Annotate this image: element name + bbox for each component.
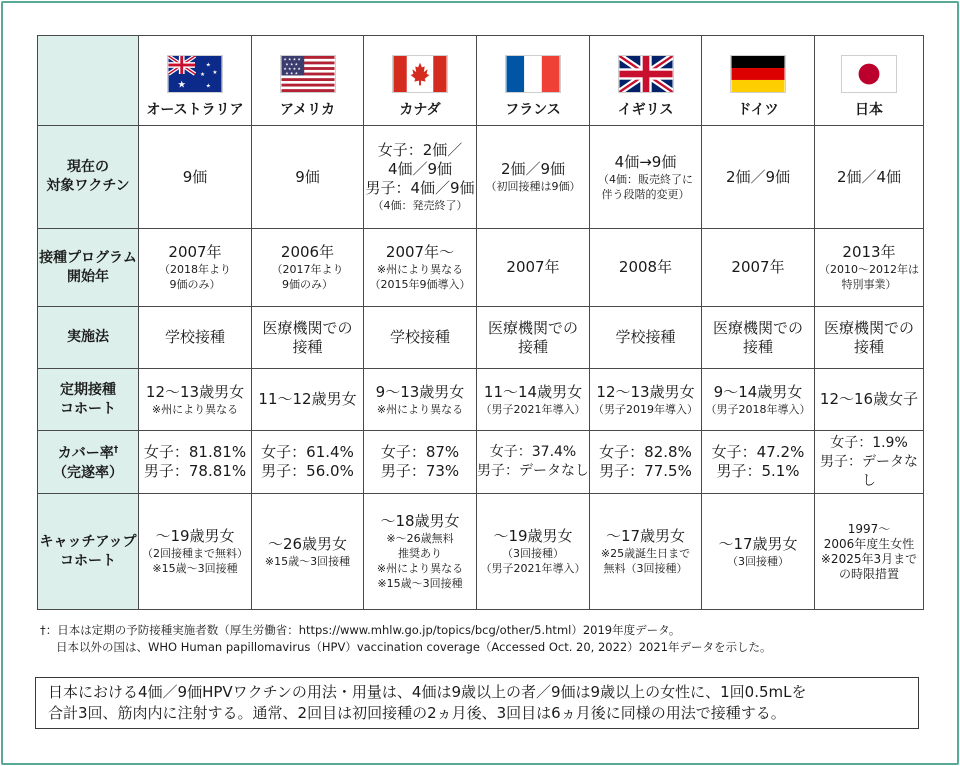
cell-coverage-de — [702, 431, 815, 494]
cell-text: 12～13歳男女 — [596, 382, 695, 401]
cell-text: 男子：73% — [380, 462, 460, 480]
svg-text:★ ★ ★: ★ ★ ★ — [284, 60, 298, 66]
svg-text:★: ★ — [200, 71, 206, 78]
usa-flag-icon — [280, 55, 336, 93]
svg-text:★ ★ ★: ★ ★ ★ — [284, 69, 298, 75]
cell-note: （2017年より — [271, 263, 344, 276]
cell-coverage-uk — [590, 431, 702, 494]
summary-line: 合計3回、筋肉内に注射する。通常、2回目は初回接種の2ヵ月後、3回目は6ヵ月後に同様の用法で接種する。 — [48, 704, 786, 722]
cell-catchup-us — [252, 494, 364, 610]
row-coverage — [38, 431, 924, 494]
cell-note: ※州により異なる — [376, 402, 464, 416]
row-label: カバー率 — [57, 445, 114, 462]
uk-flag-icon — [618, 55, 674, 93]
cell-start-fr — [477, 229, 590, 307]
row-label: キャッチアップ — [39, 533, 137, 550]
cell-note: （2回接種まで無料） — [142, 547, 248, 560]
cell-method-us — [252, 307, 364, 369]
cell-vaccine-jp — [815, 126, 924, 229]
cell-catchup-au — [139, 494, 252, 610]
cell-vaccine-us — [252, 126, 364, 229]
cell-catchup-uk — [590, 494, 702, 610]
row-label: 接種プログラム — [39, 249, 137, 266]
cell-cohort-de — [702, 369, 815, 431]
cell-note: ※～26歳無料 — [386, 532, 454, 545]
country-japan — [815, 36, 924, 126]
row-label: 定期接種 — [60, 381, 116, 398]
row-catchup — [38, 494, 924, 610]
cell-text: 12～13歳男女 — [145, 382, 245, 401]
canada-flag-icon — [392, 55, 448, 93]
cell-vaccine-ca — [364, 126, 477, 229]
cell-note: （男子2021年導入） — [480, 402, 586, 416]
germany-flag-icon — [730, 55, 786, 93]
cell-text: 男子：5.1% — [716, 462, 800, 480]
cell-note: の時限措置 — [838, 566, 899, 581]
cell-note: 9価のみ） — [169, 278, 221, 291]
country-usa — [252, 36, 364, 126]
country-uk — [590, 36, 702, 126]
cell-text: 接種 — [742, 337, 773, 356]
corner-cell — [38, 36, 139, 126]
cell-note: 無料（3回接種） — [603, 562, 688, 575]
cell-cohort-ca — [364, 369, 477, 431]
cell-cohort-jp — [815, 369, 924, 431]
cell-note: （3回接種） — [502, 547, 564, 560]
cell-note: （3回接種） — [727, 554, 789, 568]
row-cohort — [38, 369, 924, 431]
cell-catchup-fr — [477, 494, 590, 610]
cell-cohort-uk — [590, 369, 702, 431]
cell-text: 女子：37.4% — [489, 444, 577, 460]
svg-text:★ ★ ★ ★: ★ ★ ★ ★ — [282, 65, 301, 71]
cell-note: （男子2018年導入） — [705, 402, 811, 416]
cell-vaccine-uk — [590, 126, 702, 229]
cell-method-jp — [815, 307, 924, 369]
cell-text: 接種 — [517, 337, 548, 356]
cell-text: 2006年度生女性 — [823, 536, 915, 551]
country-name: イギリス — [617, 101, 674, 118]
cell-text: ～17歳男女 — [718, 534, 798, 553]
cell-text: ～18歳男女 — [380, 512, 460, 530]
cell-text: 2価／9価 — [725, 167, 791, 186]
cell-note: ※州により異なる — [151, 402, 239, 416]
country-name: アメリカ — [279, 101, 336, 118]
svg-text:★: ★ — [177, 78, 186, 90]
cell-text: ～26歳男女 — [267, 534, 348, 553]
row-label: （完遂率） — [53, 464, 123, 481]
dagger-mark: † — [113, 445, 119, 456]
cell-text: 学校接種 — [389, 328, 450, 346]
cell-text: 12～16歳女子 — [819, 390, 919, 408]
cell-text: 接種 — [292, 337, 323, 356]
cell-text: 9～13歳男女 — [375, 382, 465, 401]
cell-text: 9価 — [295, 167, 320, 186]
dosage-summary-box — [35, 677, 919, 729]
cell-cohort-fr — [477, 369, 590, 431]
cell-text: 女子：61.4% — [261, 443, 354, 461]
cell-catchup-de — [702, 494, 815, 610]
footnotes — [40, 622, 920, 656]
cell-start-de — [702, 229, 815, 307]
country-name: ドイツ — [737, 101, 779, 118]
cell-coverage-jp — [815, 431, 924, 494]
cell-note: （2018年より — [159, 263, 231, 276]
cell-note: （2015年9価導入） — [369, 278, 471, 291]
country-australia — [139, 36, 252, 126]
cell-text: 2006年 — [280, 243, 335, 261]
row-label: コホート — [60, 552, 116, 569]
cell-note: ※15歳～3回接種 — [264, 554, 351, 568]
france-flag-icon — [505, 55, 561, 93]
cell-text: 女子：81.81% — [143, 443, 247, 461]
cell-note: 9価のみ） — [282, 278, 333, 291]
row-method — [38, 307, 924, 369]
cell-note: ※15歳～3回接種 — [152, 562, 238, 575]
country-name: 日本 — [855, 101, 883, 118]
cell-text: 男子：4価／9価 — [365, 179, 475, 197]
cell-vaccine-au — [139, 126, 252, 229]
cell-note: ※15歳～3回接種 — [377, 577, 463, 590]
footnote-line: †：日本は定期の予防接種実施者数（厚生労働省：https://www.mhlw.go.jp/topics/bcg/other/5.html）2019年度データ。 — [40, 623, 681, 637]
cell-text: 1997～ — [847, 521, 891, 536]
australia-flag-icon — [167, 55, 223, 93]
country-name: フランス — [505, 101, 561, 118]
cell-method-de — [702, 307, 815, 369]
cell-text: 女子：47.2% — [711, 443, 805, 461]
cell-text: 男子：77.5% — [599, 462, 692, 480]
cell-text: 学校接種 — [615, 328, 676, 346]
country-name: オーストラリア — [146, 101, 244, 118]
cell-text: ～17歳男女 — [605, 527, 686, 545]
cell-text: 2価／4価 — [836, 167, 902, 186]
cell-start-ca — [364, 229, 477, 307]
cell-start-uk — [590, 229, 702, 307]
cell-text: 11～12歳男女 — [258, 390, 357, 408]
country-germany — [702, 36, 815, 126]
cell-text: 9～14歳男女 — [713, 382, 803, 401]
cell-note: （2010～2012年は — [819, 263, 919, 276]
cell-note: 伴う段階的変更） — [601, 187, 690, 201]
cell-text: 女子：1.9% — [830, 434, 908, 451]
cell-text: 男子：データなし — [477, 463, 589, 479]
cell-note: （男子2019年導入） — [593, 402, 698, 416]
cell-note: 推奨あり — [398, 547, 442, 560]
cell-text: 11～14歳男女 — [483, 382, 583, 401]
svg-text:★ ★ ★ ★: ★ ★ ★ ★ — [282, 56, 301, 62]
header-row — [38, 36, 924, 126]
cell-text: 男子：56.0% — [261, 462, 354, 480]
cell-text: 4価→9価 — [614, 152, 677, 171]
cell-text: 2008年 — [618, 258, 673, 276]
cell-text: 男子：データなし — [820, 453, 918, 489]
cell-start-us — [252, 229, 364, 307]
cell-text: 2価／9価 — [500, 160, 566, 178]
cell-method-fr — [477, 307, 590, 369]
rowhead-cohort — [38, 369, 139, 431]
cell-text: ～19歳男女 — [155, 527, 235, 545]
cell-text: 男子：78.81% — [143, 462, 247, 480]
cell-text: ～19歳男女 — [493, 527, 573, 545]
svg-text:★: ★ — [212, 69, 218, 76]
summary-line: 日本における4価／9価HPVワクチンの用法・用量は、4価は9歳以上の者／9価は9歳以上の女性に、1回0.5mLを — [48, 683, 807, 701]
cell-text: 女子：82.8% — [599, 443, 692, 461]
cell-coverage-fr — [477, 431, 590, 494]
cell-note: ※州により異なる — [376, 562, 464, 575]
cell-method-uk — [590, 307, 702, 369]
cell-catchup-ca — [364, 494, 477, 610]
row-label: コホート — [60, 400, 116, 417]
cell-text: 学校接種 — [164, 328, 225, 346]
row-label: 現在の — [67, 159, 109, 175]
cell-text: 女子：87% — [380, 443, 460, 461]
hpv-comparison-table — [37, 35, 924, 610]
footnote-line: 日本以外の国は、WHO Human papillomavirus（HPV）vaccination coverage（Accessed Oct. 20, 2022）2021年データを示した。 — [56, 640, 772, 654]
cell-note: （4価：販売終了に — [598, 172, 693, 186]
rowhead-start — [38, 229, 139, 307]
country-france — [477, 36, 590, 126]
row-label: 対象ワクチン — [46, 178, 130, 194]
row-start — [38, 229, 924, 307]
cell-text: 女子：2価／ — [377, 141, 463, 159]
row-vaccine — [38, 126, 924, 229]
rowhead-coverage — [38, 431, 139, 494]
cell-note: ※州により異なる — [376, 263, 464, 276]
cell-note: （4価：発売終了） — [372, 199, 468, 212]
row-label: 実施法 — [67, 329, 109, 345]
cell-text: 医療機関での — [262, 318, 353, 337]
cell-note: （初回接種は9価） — [485, 180, 581, 193]
rowhead-catchup — [38, 494, 139, 610]
cell-coverage-us — [252, 431, 364, 494]
svg-text:★: ★ — [205, 82, 211, 89]
rowhead-method — [38, 307, 139, 369]
cell-text: 2007年 — [731, 258, 785, 276]
cell-vaccine-fr — [477, 126, 590, 229]
cell-coverage-ca — [364, 431, 477, 494]
svg-text:★: ★ — [205, 61, 211, 68]
cell-method-au — [139, 307, 252, 369]
cell-text: 接種 — [853, 337, 884, 356]
cell-start-au — [139, 229, 252, 307]
cell-note: ※2025年3月まで — [820, 551, 918, 566]
japan-flag-icon — [841, 55, 897, 93]
cell-text: 医療機関での — [823, 318, 914, 337]
rowhead-vaccine — [38, 126, 139, 229]
cell-note: （男子2021年導入） — [480, 562, 586, 575]
cell-cohort-au — [139, 369, 252, 431]
cell-text: 2013年 — [842, 243, 896, 261]
cell-note: 特別事業） — [841, 278, 897, 291]
cell-text: 2007年～ — [385, 243, 455, 261]
cell-start-jp — [815, 229, 924, 307]
country-canada — [364, 36, 477, 126]
cell-text: 4価／9価 — [387, 160, 453, 178]
cell-text: 医療機関での — [712, 318, 803, 337]
country-name: カナダ — [399, 101, 441, 118]
cell-cohort-us — [252, 369, 364, 431]
row-label: 開始年 — [67, 268, 109, 285]
cell-note: ※25歳誕生日まで — [600, 547, 691, 560]
cell-text: 9価 — [182, 167, 208, 186]
cell-text: 2007年 — [506, 258, 560, 276]
cell-coverage-au — [139, 431, 252, 494]
cell-text: 医療機関での — [487, 318, 578, 337]
cell-catchup-jp — [815, 494, 924, 610]
cell-method-ca — [364, 307, 477, 369]
cell-text: 2007年 — [168, 243, 222, 261]
cell-vaccine-de — [702, 126, 815, 229]
